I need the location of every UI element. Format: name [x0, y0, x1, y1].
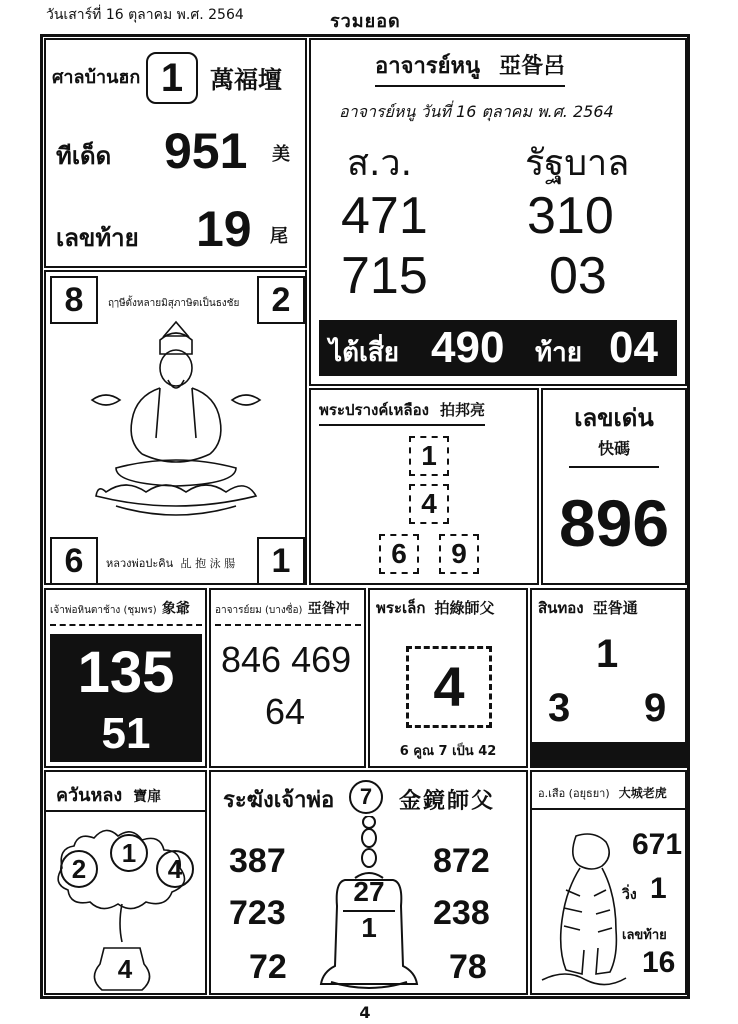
tided-cn: 美 [272, 144, 290, 165]
ajarnyom-divider [215, 624, 361, 626]
sinthong-top: 1 [596, 632, 619, 676]
phralek-footer: 6 คูณ 7 เป็น 42 [399, 744, 497, 759]
phraprang-title: พระปรางค์เหลือง [319, 401, 429, 419]
ajarnnu-title-cn: 亞昝呂 [499, 53, 566, 79]
lasttail-cn: 尾 [270, 226, 288, 247]
rakhang-r2: 238 [433, 894, 490, 932]
ajarnnu-col1-row1: 471 [341, 187, 428, 245]
banner-text: ไต้เสี่ย [329, 338, 399, 368]
ajarnnu-banner [319, 320, 677, 376]
sinthong-left: 3 [548, 686, 571, 730]
asuea-rule [532, 808, 685, 810]
chaopho-title-cn: 象爺 [161, 601, 190, 617]
kwanlong-title-cn: 寶扉 [133, 789, 162, 805]
sinthong-title-cn: 亞昝通 [592, 599, 638, 617]
sanbuan-chinese: 萬福壇 [210, 65, 282, 94]
monk-corner-tr: 2 [257, 276, 305, 324]
ajarnyom-row2: 64 [265, 691, 306, 732]
monk-bottom-caption [106, 554, 235, 572]
sinthong-title-wrap [538, 596, 638, 620]
ajarnyom-title-cn: 亞昝冲 [307, 601, 350, 617]
bell-bottom: 1 [361, 912, 377, 943]
phraprang-n3: 6 [379, 534, 419, 574]
asuea-wing-value: 1 [650, 872, 667, 905]
ajarnnu-col2-head: รัฐบาล [525, 143, 630, 184]
sanbuan-title: ศาลบ้านฮก [52, 67, 141, 88]
ajarnnu-panel [309, 38, 687, 386]
rakhang-l2: 723 [229, 894, 286, 932]
sinthong-right: 9 [644, 686, 667, 730]
rakhang-l1: 387 [229, 842, 286, 880]
phraprang-n4: 9 [439, 534, 479, 574]
asuea-title-wrap [538, 782, 667, 802]
rakhang-badge: 7 [349, 780, 383, 814]
kwanlong-n2: 1 [110, 834, 148, 872]
phralek-title-cn: 拍綠師父 [434, 599, 495, 617]
kwanlong-panel [44, 770, 207, 995]
ajarnnu-col2-row2: 03 [549, 247, 607, 305]
lekden-value: 896 [558, 486, 670, 560]
banner-tail: ท้าย [535, 338, 582, 368]
rakhang-r3: 78 [449, 948, 487, 986]
ajarnnu-subtitle: อาจารย์หนู วันที่ 16 ตุลาคม พ.ศ. 2564 [339, 102, 614, 121]
rakhang-title-cn: 金鏡師父 [399, 788, 496, 814]
kwanlong-n3: 4 [156, 850, 194, 888]
kwanlong-rule [46, 810, 205, 812]
phraprang-title-wrap [319, 398, 485, 426]
tiger-illustration [536, 830, 632, 990]
lekden-rule [569, 466, 659, 468]
header-date: วันเสาร์ที่ 16 ตุลาคม พ.ศ. 2564 [46, 7, 244, 23]
sinthong-bar [532, 742, 685, 766]
monk-corner-br: 1 [257, 537, 305, 585]
page-number: 4 [359, 1003, 371, 1022]
lasttail-label: เลขท้าย [56, 224, 139, 252]
rakhang-l3: 72 [249, 948, 287, 986]
monk-bottom-caption-th: หลวงพ่อปะคิน [106, 557, 174, 570]
sinthong-panel [530, 588, 687, 768]
chaopho-divider [50, 624, 202, 626]
banner-num: 490 [431, 323, 505, 372]
chaopho-black-box [50, 634, 202, 762]
ajarnyom-row1: 846 469 [221, 639, 352, 680]
phraprang-title-cn: 拍邦亮 [440, 401, 486, 419]
ajarnnu-col1-head: ส.ว. [347, 143, 413, 184]
rakhang-r1: 872 [433, 842, 490, 880]
asuea-title: อ.เสือ (อยุธยา) [538, 787, 610, 800]
monk-corner-bl: 6 [50, 537, 98, 585]
asuea-n1: 671 [632, 828, 683, 861]
phralek-title-wrap [376, 596, 495, 620]
bell-top: 27 [353, 876, 385, 907]
chaopho-small: 51 [101, 709, 151, 758]
ajarnyom-panel [209, 588, 366, 768]
phralek-value: 4 [406, 646, 492, 728]
asuea-tail-label: เลขท้าย [622, 928, 667, 943]
ajarnnu-col1-row2: 715 [341, 247, 428, 305]
ajarnnu-title: อาจารย์หนู [375, 54, 481, 79]
phraprang-n2: 4 [409, 484, 449, 524]
monk-bottom-caption-cn: 乩 抱 泳 腸 [180, 557, 236, 570]
chaopho-title: เจ้าพ่อหินตาช้าง (ชุมพร) [50, 605, 157, 616]
rakhang-title: ระฆังเจ้าพ่อ [223, 788, 335, 813]
monk-top-caption: ฤๅษีตั้งหลายมิสุภาษิตเป็นธงชัย [108, 298, 240, 309]
ajarnnu-title-wrap [375, 48, 565, 87]
chaopho-panel [44, 588, 207, 768]
hermit-illustration [86, 320, 266, 530]
sanbuan-badge: 1 [146, 52, 198, 104]
kwanlong-title-wrap [56, 780, 161, 809]
sanbuan-panel [44, 38, 307, 268]
kwanlong-title: ควันหลง [56, 785, 123, 806]
asuea-wing-label: วิ่ง [622, 887, 637, 903]
phraprang-panel [309, 388, 539, 585]
chaopho-title-wrap [50, 598, 190, 618]
asuea-tail-value: 16 [642, 946, 676, 979]
asuea-panel [530, 770, 687, 995]
lekden-panel [541, 388, 687, 585]
ajarnyom-title-wrap [215, 598, 350, 618]
phralek-panel [368, 588, 528, 768]
ajarnyom-title: อาจารย์ยม (บางซื่อ) [215, 605, 303, 616]
phraprang-n1: 1 [409, 436, 449, 476]
lekden-title: เลขเด่น [574, 404, 654, 432]
chaopho-big: 135 [77, 640, 175, 705]
ajarnnu-col2-row1: 310 [527, 187, 614, 245]
banner-tail-num: 04 [609, 323, 658, 372]
lekden-title-cn: 快碼 [597, 439, 630, 458]
kwanlong-n1: 2 [60, 850, 98, 888]
rakhang-panel [209, 770, 528, 995]
monk-panel [44, 270, 307, 585]
tided-value: 951 [164, 123, 248, 179]
monk-corner-tl: 8 [50, 276, 98, 324]
kwanlong-n4: 4 [117, 954, 133, 984]
lasttail-value: 19 [196, 201, 252, 257]
sinthong-title: สินทอง [538, 599, 584, 617]
asuea-title-cn: 大城老虎 [618, 786, 667, 800]
header-title: รวมยอด [330, 11, 401, 32]
phralek-title: พระเล็ก [376, 599, 426, 617]
tided-label: ทีเด็ด [56, 142, 112, 170]
